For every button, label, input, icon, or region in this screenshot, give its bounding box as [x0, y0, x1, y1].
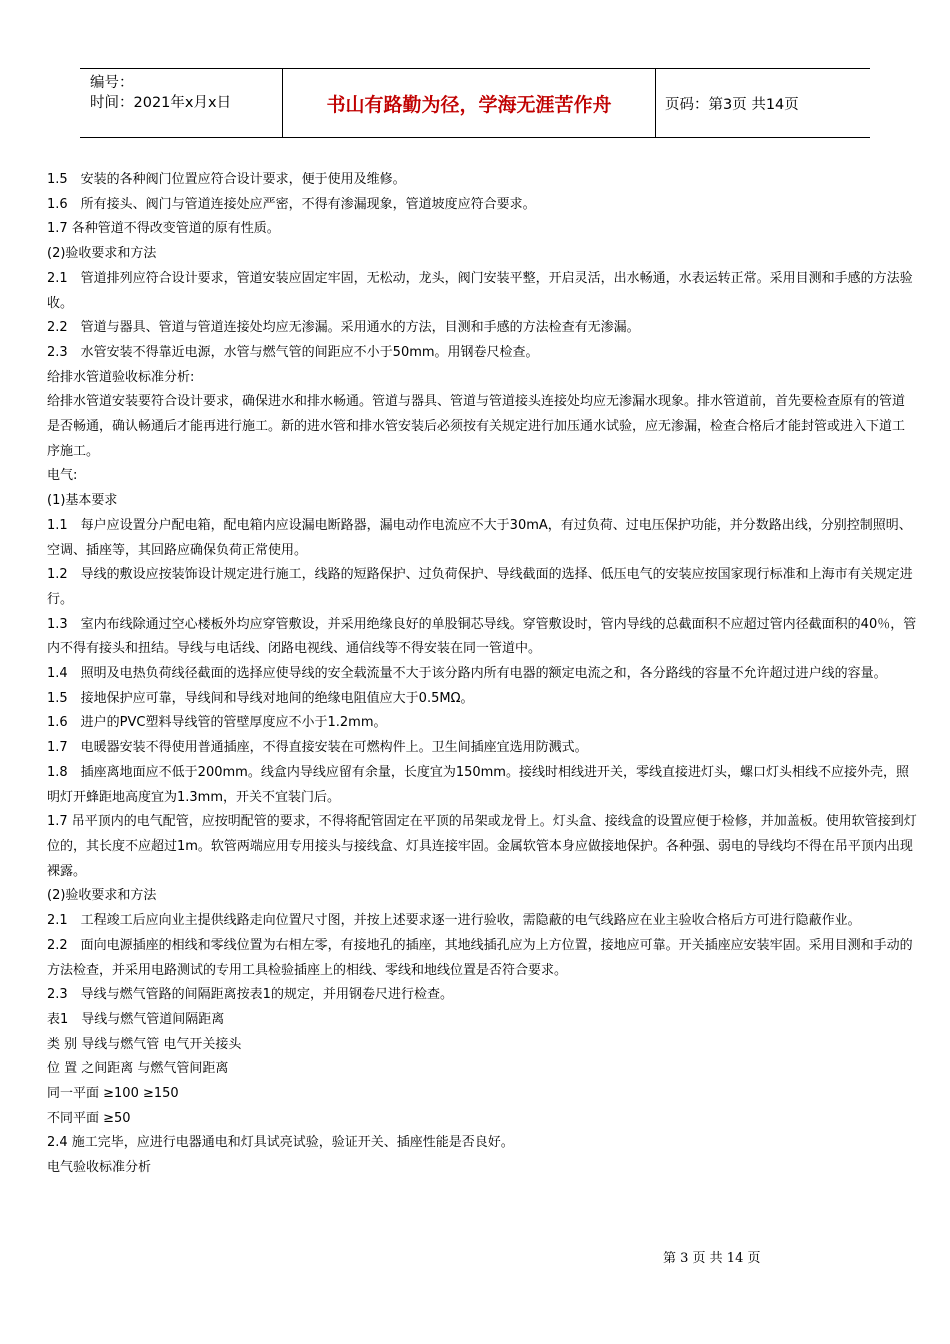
- table-row: 不同平面 ≥50: [47, 1110, 131, 1126]
- paragraph: 2.3 导线与燃气管路的间隔距离按表1的规定，并用钢卷尺进行检查。: [47, 987, 453, 1003]
- header-motto-cell: [282, 69, 656, 137]
- paragraph: 2.1 工程竣工后应向业主提供线路走向位置尺寸图，并按上述要求逐一进行验收，需隐蔽的电气线路应在业主验收合格后方可进行隐蔽作业。: [47, 913, 861, 929]
- document-number: 编号：: [90, 75, 134, 91]
- page-header: [80, 68, 870, 138]
- section-heading: (1)基本要求: [47, 493, 118, 509]
- header-page-cell: [656, 69, 870, 137]
- paragraph: 给排水管道安装要符合设计要求，确保进水和排水畅通。管道与器具、管道与管道接头连接处均应无渗漏水现象。排水管道前，首先要检查原有的管道是否畅通，确认畅通后才能再进行施工。新的进水管和排水管安装后必须按有关规定进行加压通水试验，应无渗漏，检查合格后才能封管或进入下道工序施工。: [47, 394, 906, 459]
- paragraph: 1.7 吊平顶内的电气配管，应按明配管的要求，不得将配管固定在平顶的吊架或龙骨上。灯头盒、接线盒的设置应便于检修，并加盖板。使用软管接到灯位的，其长度不应超过1m。软管两端应用专用接头与接线盒、灯具连接牢固。金属软管本身应做接地保护。各种强、弱电的导线均不得在吊平顶内出现裸露。: [47, 814, 917, 879]
- paragraph: 2.3 水管安装不得靠近电源，水管与燃气管的间距应不小于50mm。用钢卷尺检查。: [47, 344, 539, 360]
- table-row: 同一平面 ≥100 ≥150: [47, 1086, 179, 1102]
- table-row: 位 置 之间距离 与燃气管间距离: [47, 1061, 229, 1077]
- paragraph: 1.1 每户应设置分户配电箱，配电箱内应设漏电断路器，漏电动作电流应不大于30mA，有过负荷、过电压保护功能，并分数路出线，分别控制照明、空调、插座等，其回路应确保负荷正常使用。: [47, 517, 912, 558]
- paragraph: 1.8 插座离地面应不低于200mm。线盒内导线应留有余量，长度宜为150mm。接线时相线进开关，零线直接进灯头，螺口灯头相线不应接外壳，照明灯开蜂距地高度宜为1.3mm，开关不宜装门后。: [47, 764, 909, 805]
- document-body: [47, 168, 917, 1181]
- section-heading: 电气:: [47, 468, 78, 484]
- paragraph: 1.2 导线的敷设应按装饰设计规定进行施工，线路的短路保护、过负荷保护、导线截面的选择、低压电气的安装应按国家现行标准和上海市有关规定进行。: [47, 567, 913, 607]
- paragraph: 1.5 接地保护应可靠，导线间和导线对地间的绝缘电阻值应大于0.5MΩ。: [47, 690, 474, 706]
- section-heading: 给排水管道验收标准分析:: [47, 369, 195, 385]
- section-heading: 电气验收标准分析: [47, 1160, 152, 1176]
- table-row: 类 别 导线与燃气管 电气开关接头: [47, 1036, 242, 1052]
- paragraph: 2.4 施工完毕，应进行电器通电和灯具试亮试验，验证开关、插座性能是否良好。: [47, 1135, 514, 1151]
- paragraph: 1.7 各种管道不得改变管道的原有性质。: [47, 221, 280, 237]
- page-footer: 第 3 页 共 14 页: [663, 1251, 761, 1266]
- document-date: 时间：2021年x月x日: [90, 95, 232, 111]
- paragraph: 1.4 照明及电热负荷线径截面的选择应使导线的安全载流量不大于该分路内所有电器的额定电流之和，各分路线的容量不允许超过进户线的容量。: [47, 666, 887, 682]
- paragraph: 1.7 电暖器安装不得使用普通插座，不得直接安装在可燃构件上。卫生间插座宜选用防溅式。: [47, 740, 588, 756]
- header-page-number: 页码：第3页 共14页: [665, 96, 799, 113]
- header-motto: 书山有路勤为径，学海无涯苦作舟: [326, 93, 612, 116]
- paragraph: 2.1 管道排列应符合设计要求，管道安装应固定牢固，无松动，龙头，阀门安装平整，开启灵活，出水畅通，水表运转正常。采用目测和手感的方法验收。: [47, 270, 913, 311]
- paragraph: 2.2 面向电源插座的相线和零线位置为右相左零，有接地孔的插座，其地线插孔应为上方位置，接地应可靠。开关插座应安装牢固。采用目测和手动的方法检查，并采用电路测试的专用工具检验插座上的相线、零线和地线位置是否符合要求。: [47, 937, 913, 978]
- paragraph: 1.6 所有接头、阀门与管道连接处应严密，不得有渗漏现象，管道坡度应符合要求。: [47, 196, 536, 212]
- section-heading: (2)验收要求和方法: [47, 888, 157, 904]
- section-heading: (2)验收要求和方法: [47, 246, 157, 262]
- paragraph: 1.3 室内布线除通过空心楼板外均应穿管敷设，并采用绝缘良好的单股铜芯导线。穿管敷设时，管内导线的总截面积不应超过管内径截面积的40％，管内不得有接头和扭结。导线与电话线、闭路电视线、通信线等不得安装在同一管道中。: [47, 616, 917, 657]
- header-meta: [80, 69, 282, 137]
- paragraph: 1.5 安装的各种阀门位置应符合设计要求，便于使用及维修。: [47, 172, 406, 187]
- paragraph: 2.2 管道与器具、管道与管道连接处均应无渗漏。采用通水的方法，目测和手感的方法检查有无渗漏。: [47, 320, 640, 336]
- table-caption: 表1 导线与燃气管道间隔距离: [47, 1011, 225, 1027]
- paragraph: 1.6 进户的PVC塑料导线管的管壁厚度应不小于1.2mm。: [47, 715, 387, 731]
